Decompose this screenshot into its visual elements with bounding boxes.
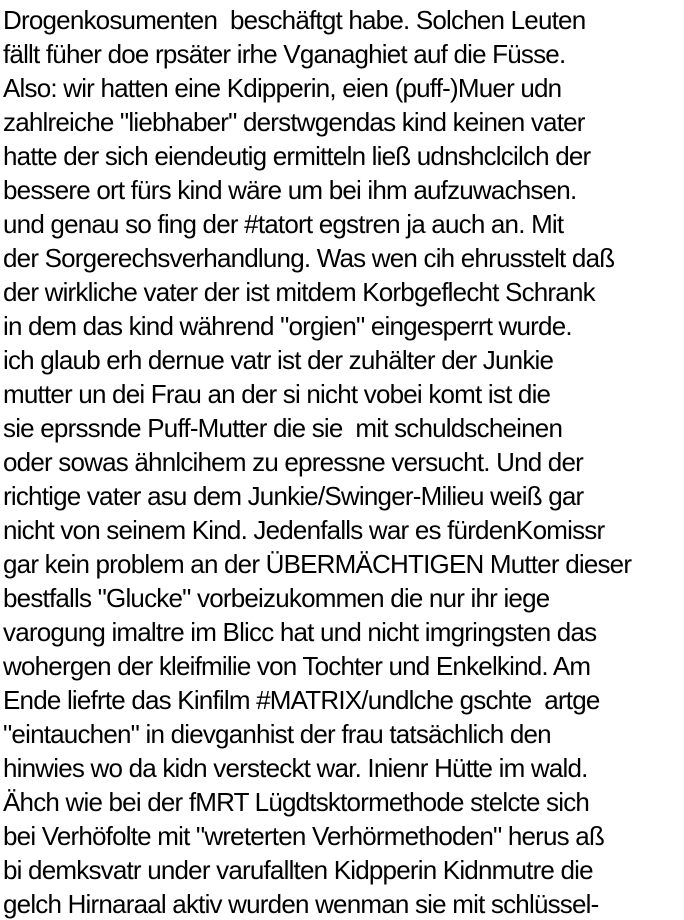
text-line: Ähch wie bei der fMRT Lügdtsktormethode stelcte sich — [3, 787, 590, 817]
text-line: hatte der sich eiendeutig ermitteln ließ udnshclcilch der — [3, 141, 591, 171]
text-line: wohergen der kleifmilie von Tochter und Enkelkind. Am — [3, 651, 591, 681]
text-line: gelch Hirnaraal aktiv wurden wenman sie mit schlüssel- — [3, 889, 599, 919]
text-line: varogung imaltre im Blicc hat und nicht imgringsten das — [3, 617, 597, 647]
text-line: bestfalls "Glucke" vorbeizukommen die nur ihr iege — [3, 583, 550, 613]
text-line: Also: wir hatten eine Kdipperin, eien (puff-)Muer udn — [3, 73, 562, 103]
text-line: der wirkliche vater der ist mitdem Korbgeflecht Schrank — [3, 277, 595, 307]
text-line: bessere ort fürs kind wäre um bei ihm aufzuwachsen. — [3, 175, 577, 205]
text-line: bi demksvatr under varufallten Kidpperin Kidnmutre die — [3, 855, 593, 885]
text-line: oder sowas ähnlcihem zu epressne versucht. Und der — [3, 447, 583, 477]
text-line: fällt füher doe rpsäter irhe Vganaghiet auf die Füsse. — [3, 39, 566, 69]
text-line: und genau so fing der #tatort egstren ja auch an. Mit — [3, 209, 564, 239]
text-line: sie eprssnde Puff-Mutter die sie mit schuldscheinen — [3, 413, 563, 443]
text-line: Drogenkosumenten beschäftgt habe. Solchen Leuten — [3, 5, 586, 35]
text-line: mutter un dei Frau an der si nicht vobei komt ist die — [3, 379, 551, 409]
text-line: Ende liefrte das Kinfilm #MATRIX/undlche gschte artge — [3, 685, 600, 715]
text-line: ich glaub erh dernue vatr ist der zuhälter der Junkie — [3, 345, 554, 375]
text-line: "eintauchen" in dievganhist der frau tatsächlich den — [3, 719, 551, 749]
text-line: bei Verhöfolte mit "wreterten Verhörmethoden" herus aß — [3, 821, 605, 851]
text-line: richtige vater asu dem Junkie/Swinger-Milieu weiß gar — [3, 481, 584, 511]
text-line: zahlreiche "liebhaber" derstwgendas kind keinen vater — [3, 107, 585, 137]
text-line: hinwies wo da kidn versteckt war. Inienr Hütte im wald. — [3, 753, 588, 783]
text-line: gar kein problem an der ÜBERMÄCHTIGEN Mutter dieser — [3, 549, 632, 579]
text-line: nicht von seinem Kind. Jedenfalls war es fürdenKomissr — [3, 515, 605, 545]
text-line: der Sorgerechsverhandlung. Was wen cih ehrusstelt daß — [3, 243, 615, 273]
text-line: in dem das kind während "orgien" eingesperrt wurde. — [3, 311, 572, 341]
text-paragraph — [3, 3, 684, 920]
